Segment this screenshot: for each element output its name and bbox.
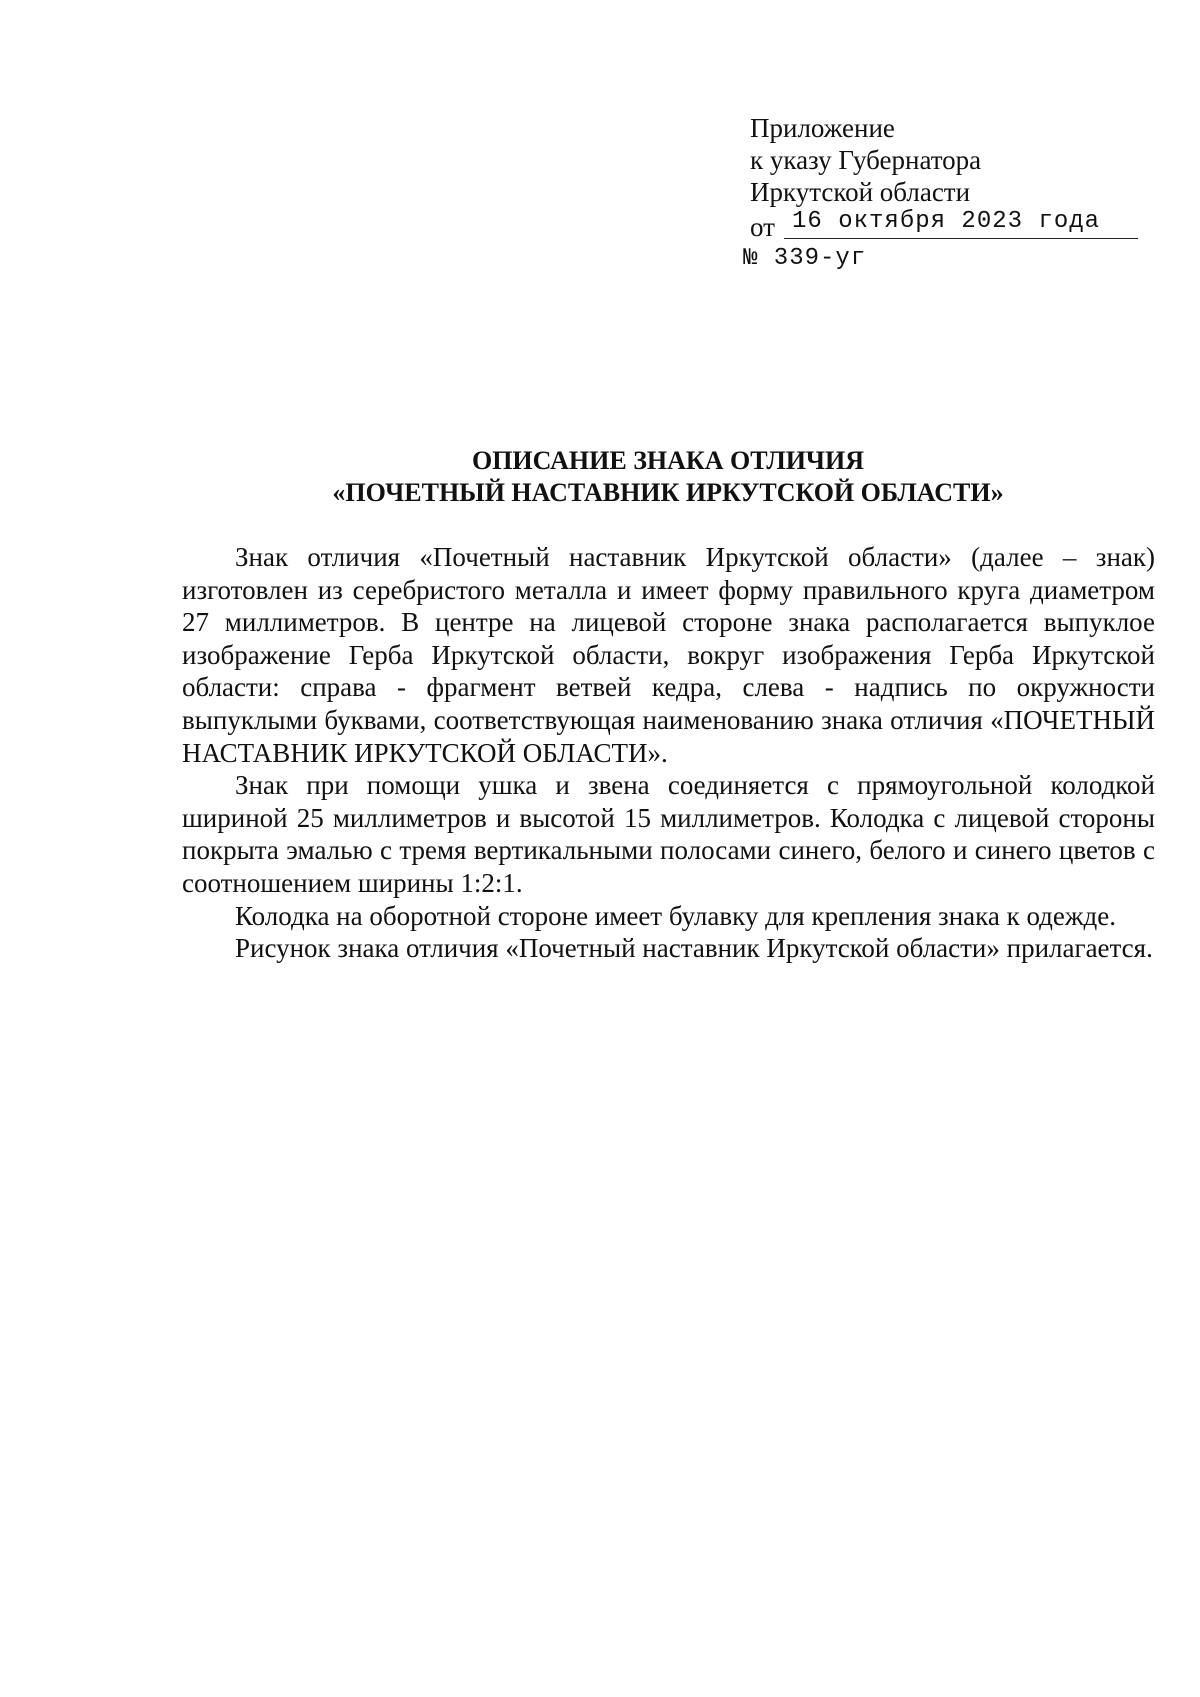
date-prefix: от xyxy=(750,212,775,242)
title-line-1: ОПИСАНИЕ ЗНАКА ОТЛИЧИЯ xyxy=(471,446,865,475)
appendix-decree-ref: к указу Губернатора xyxy=(750,145,982,175)
document-title xyxy=(180,445,1156,509)
appendix-header xyxy=(743,112,1150,277)
title-line-2: «ПОЧЕТНЫЙ НАСТАВНИК ИРКУТСКОЙ ОБЛАСТИ» xyxy=(332,478,1004,507)
appendix-region: Иркутской области xyxy=(750,177,971,207)
date-underline xyxy=(784,238,1138,239)
body-paragraph-4: Рисунок знака отличия «Почетный наставник Иркутской области» прилагается. xyxy=(235,933,1153,964)
body-paragraph-3: Колодка на оборотной стороне имеет булавку для крепления знака к одежде. xyxy=(235,900,1117,931)
decree-date: 16 октября 2023 года xyxy=(792,208,1101,235)
decree-number: № 339-уг xyxy=(743,245,867,272)
appendix-number-row xyxy=(743,243,1150,277)
appendix-label: Приложение xyxy=(750,113,895,143)
document-body xyxy=(182,541,1155,965)
body-paragraph-2: Знак при помощи ушка и звена соединяется с прямоугольной колодкой шириной 25 миллиметров и высотой 15 миллиметров. Колодка с лицевой стороны покрыта эмалью с тремя вертикальными полосами синего, белого и синего цветов с соотношением ширины 1:2:1. xyxy=(182,770,1155,898)
appendix-date-row xyxy=(750,207,1150,241)
body-paragraph-1: Знак отличия «Почетный наставник Иркутской области» (далее – знак) изготовлен из серебристого металла и имеет форму правильного круга диаметром 27 миллиметров. В центре на лицевой стороне знака располагается выпуклое изображение Герба Иркутской области, вокруг изображения Герба Иркутской области: справа - фрагмент ветвей кедра, слева - надпись по окружности выпуклыми буквами, соответствующая наименованию знака отличия «ПОЧЕТНЫЙ НАСТАВНИК ИРКУТСКОЙ ОБЛАСТИ». xyxy=(182,542,1155,768)
